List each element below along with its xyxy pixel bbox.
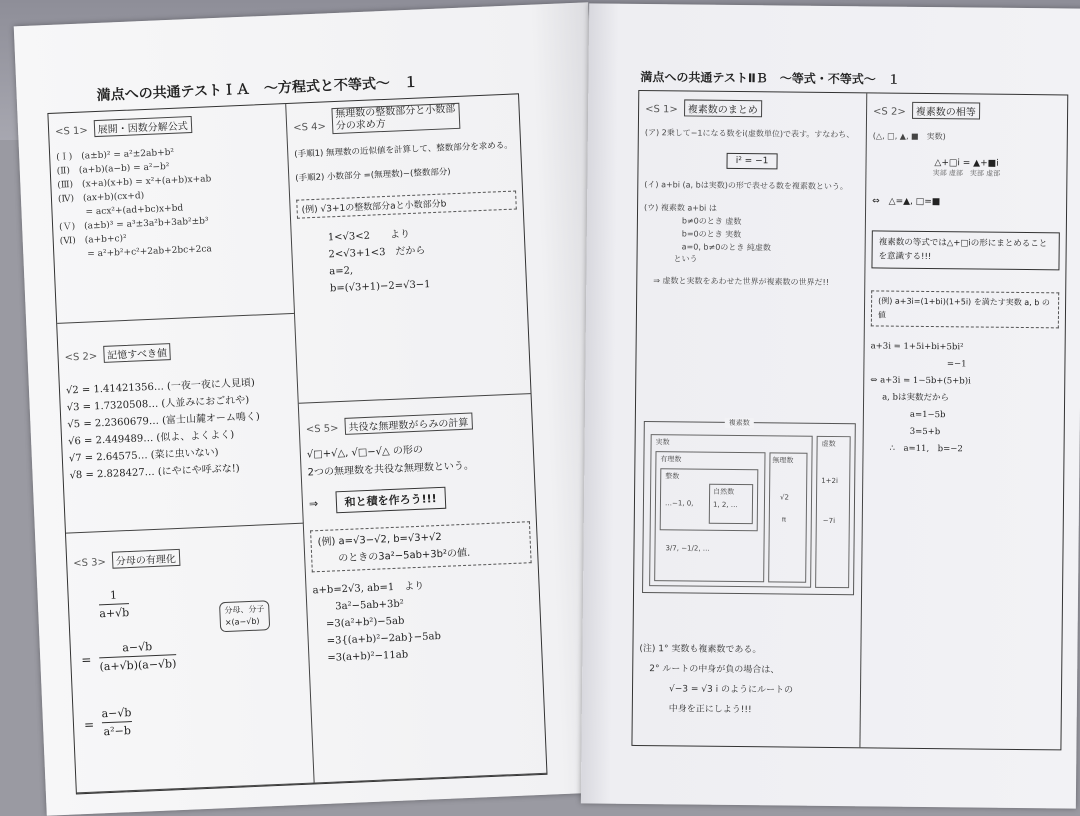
example-box (310, 521, 532, 572)
fraction-3 (101, 704, 132, 740)
solution-line: ⇔ a+3i = 1−5b+(5+b)i (870, 375, 971, 387)
formula-line: = a²+b²+c²+2ab+2bc+2ca (60, 244, 213, 261)
value-line: √2 = 1.41421356… (一夜一夜に人見頃) (65, 377, 255, 397)
formula-line: (Ⅳ) (ax+b)(cx+d) (57, 191, 145, 205)
section-s5-conjugate (299, 394, 547, 783)
solution-lines (327, 221, 520, 297)
classification-line: b=0のとき 実数 (681, 229, 742, 240)
natural-label: 自然数 (713, 487, 735, 496)
multiply-note (219, 600, 270, 632)
numerator: a−√b (122, 640, 153, 655)
sum-product-hint (308, 483, 529, 514)
natural-examples: 1, 2, … (712, 500, 738, 510)
value-line: √8 = 2.828427… (にやにや呼ぶな!) (69, 463, 240, 482)
solution-line: a=2, (329, 265, 354, 278)
value-line: √3 = 1.7320508… (人並みにおごれや) (66, 394, 250, 414)
section-tag: <S 1> (54, 125, 89, 138)
right-arrow-icon: ⇒ (308, 497, 319, 511)
definition-i: (イ) a+bi (a, bは実数)の形で表せる数を複素数という。 (644, 180, 848, 192)
imaginary-box (815, 436, 851, 588)
section-tag: <S 4> (292, 121, 327, 134)
irrational-box (768, 452, 807, 582)
irrational-example: √2 (779, 493, 790, 502)
formula-line: = acx²+(ad+bc)x+bd (58, 203, 184, 219)
formula-line: (Ｖ) (a±b)³ = a³±3a²b+3ab²±b³ (58, 216, 209, 233)
section-tag: <S 2> (873, 106, 906, 118)
section-s2-complex-equality (860, 93, 1067, 749)
example-box: (例) a+3i=(1+bi)(1+5i) を満たす実数 a, b の値 (871, 290, 1059, 328)
fraction-1 (98, 586, 129, 622)
imaginary-example: 1+2i (821, 476, 838, 486)
number-system-diagram (642, 418, 856, 595)
formula-line: (Ⅵ) (a+b+c)² (59, 233, 127, 247)
key-hint-box: 和と積を作ろう!!! (335, 487, 446, 514)
note-line: ×(a−√b) (224, 616, 260, 628)
section-heading: 無理数の整数部分と小数部分の求め方 (331, 103, 460, 134)
solution-line: =−1 (870, 358, 967, 370)
solution-line: 2<√3+1<3 だから (328, 245, 426, 261)
fraction-examples: 3/7, −1/2, … (665, 544, 710, 553)
left-page-frame (47, 93, 547, 794)
section-heading: 共役な無理数がらみの計算 (344, 413, 473, 435)
formula-line: (Ⅲ) (x+a)(x+b) = x²+(a+b)x+ab (57, 174, 212, 191)
definition-a: (ア) 2乗して−1になる数をi(虚数単位)で表す。すなわち、 (644, 128, 855, 140)
left-page-title: 満点への共通テストＩＡ 〜方程式と不等式〜 １ (96, 74, 419, 104)
imaginary-label: 虚数 (821, 439, 836, 449)
left-worksheet-page (14, 2, 622, 815)
note-line: 2° ルートの中身が負の場合は、 (649, 664, 780, 676)
right-worksheet-page (581, 3, 1080, 808)
note-line: √−3 = √3 i のようにルートの (668, 684, 794, 696)
equals-sign: = (83, 717, 95, 733)
step-2-text: (手順2) 小数部分 =(無理数)−(整数部分) (295, 167, 451, 184)
solution-line: 3a²−5ab+3b² (335, 598, 405, 613)
rational-box (654, 451, 765, 582)
section-tag: <S 3> (73, 557, 107, 570)
section-s2-values (57, 314, 304, 534)
section-s1-expansion (48, 104, 295, 324)
solution-line: a=1−5b (909, 409, 946, 421)
rational-label: 有理数 (660, 455, 682, 464)
definition-u: (ウ) 複素数 a+bi は (644, 203, 717, 213)
solution-line: b=(√3+1)−2=√3−1 (329, 279, 431, 295)
summary-arrow-text: ⇒ 虚数と実数をあわせた世界が複素数の世界だ!! (653, 276, 830, 287)
value-list (66, 373, 295, 484)
classification-line: a=0, b≠0のとき 純虚数 (681, 242, 771, 253)
natural-box (709, 484, 753, 524)
classification-list (682, 214, 859, 255)
section-tag: <S 2> (64, 351, 98, 364)
solution-line: ∴ a=11, b=−2 (889, 443, 963, 455)
denominator: a²−b (102, 721, 133, 740)
equality-sublabel: 実部 虚部 実部 虚部 (932, 169, 1001, 178)
section-heading: 分母の有理化 (111, 549, 180, 569)
right-page-frame (631, 90, 1068, 750)
equals-sign: = (81, 652, 92, 668)
note-line: 中身を正にしよう!!! (668, 704, 752, 716)
conjugate-text: √□+√△, √□−√△ の形の (306, 444, 424, 461)
section-heading: 複素数のまとめ (684, 99, 762, 117)
real-label: 実数 (655, 438, 670, 447)
integer-label: 整数 (665, 472, 680, 481)
solution-line: a+3i = 1+5i+bi+5bi² (870, 341, 964, 353)
section-s1-complex-summary (632, 91, 867, 747)
conjugate-text: 2つの無理数を共役な無理数という。 (307, 460, 475, 479)
solution-line: 3=5+b (909, 426, 941, 438)
section-s4-integer-part (286, 94, 530, 403)
complex-label: 複素数 (725, 418, 754, 428)
solution-line: 1<√3<2 より (327, 228, 411, 244)
solution-line: =3(a+b)²−11ab (327, 649, 409, 664)
equality-1: △+□i = ▲+■i (934, 158, 999, 169)
integer-examples: …−1, 0, (664, 499, 694, 508)
formula-line: (Ｉ) (a±b)² = a²±2ab+b² (56, 147, 175, 163)
numerator: a−√b (101, 706, 132, 721)
value-line: √5 = 2.2360679… (富士山麓オーム鳴く) (67, 411, 261, 431)
equality-2: ⇔ △=▲, □=■ (872, 196, 941, 208)
solution-lines (312, 573, 535, 667)
irrational-example: π (781, 515, 787, 524)
notes (639, 639, 794, 721)
integer-box (660, 468, 759, 531)
section-tag: <S 1> (645, 104, 678, 116)
fraction-2 (98, 637, 176, 675)
step-1-text: (手順1) 無理数の近似値を計算して、整数部分を求める。 (294, 140, 513, 160)
example-line: のときの3a²−5ab+3b²の値. (338, 547, 471, 565)
solution-line: =3{(a+b)²−2ab}−5ab (326, 631, 442, 647)
right-page-title: 満点への共通テストⅡＢ 〜等式・不等式〜 １ (640, 69, 900, 87)
solution-line: a+b=2√3, ab=1 より (312, 580, 425, 597)
example-line: (例) a=√3−√2, b=√3+√2 (317, 531, 442, 549)
i-squared-box: i² = −1 (727, 153, 778, 170)
note-line: 分母、分子 (224, 604, 265, 616)
solution-line: =3(a²+b²)−5ab (325, 615, 405, 630)
solution-line: a, bは実数だから (882, 392, 950, 404)
note-line: (注) 1° 実数も複素数である。 (639, 643, 762, 656)
key-hint-box: 複素数の等式では△+□iの形にまとめることを意識する!!! (871, 230, 1059, 270)
value-line: √6 = 2.449489… (似よ、よくよく) (67, 429, 235, 448)
numerator: 1 (109, 588, 118, 602)
section-s3-rationalize (66, 524, 315, 794)
formula-line: (Ⅱ) (a+b)(a−b) = a²−b² (56, 161, 170, 177)
definition-end: という (673, 254, 698, 264)
real-box (649, 434, 813, 588)
denominator: a+√b (99, 603, 130, 622)
section-heading: 展開・因数分解公式 (93, 116, 192, 137)
section-tag: <S 5> (305, 423, 339, 436)
section-heading: 記憶すべき値 (103, 343, 171, 363)
classification-line: b≠0のとき 虚数 (681, 216, 742, 227)
section-heading: 複素数の相等 (912, 102, 980, 120)
formula-list (56, 141, 285, 262)
example-box: (例) √3+1の整数部分aと小数部分b (296, 190, 517, 218)
value-line: √7 = 2.64575… (菜に虫いない) (68, 447, 219, 465)
denominator: (a+√b)(a−√b) (99, 654, 177, 675)
condition-text: (△, □, ▲, ■ 実数) (872, 131, 946, 142)
solution-lines (869, 338, 1058, 459)
irrational-label: 無理数 (772, 456, 794, 465)
imaginary-example: −7i (822, 516, 836, 526)
